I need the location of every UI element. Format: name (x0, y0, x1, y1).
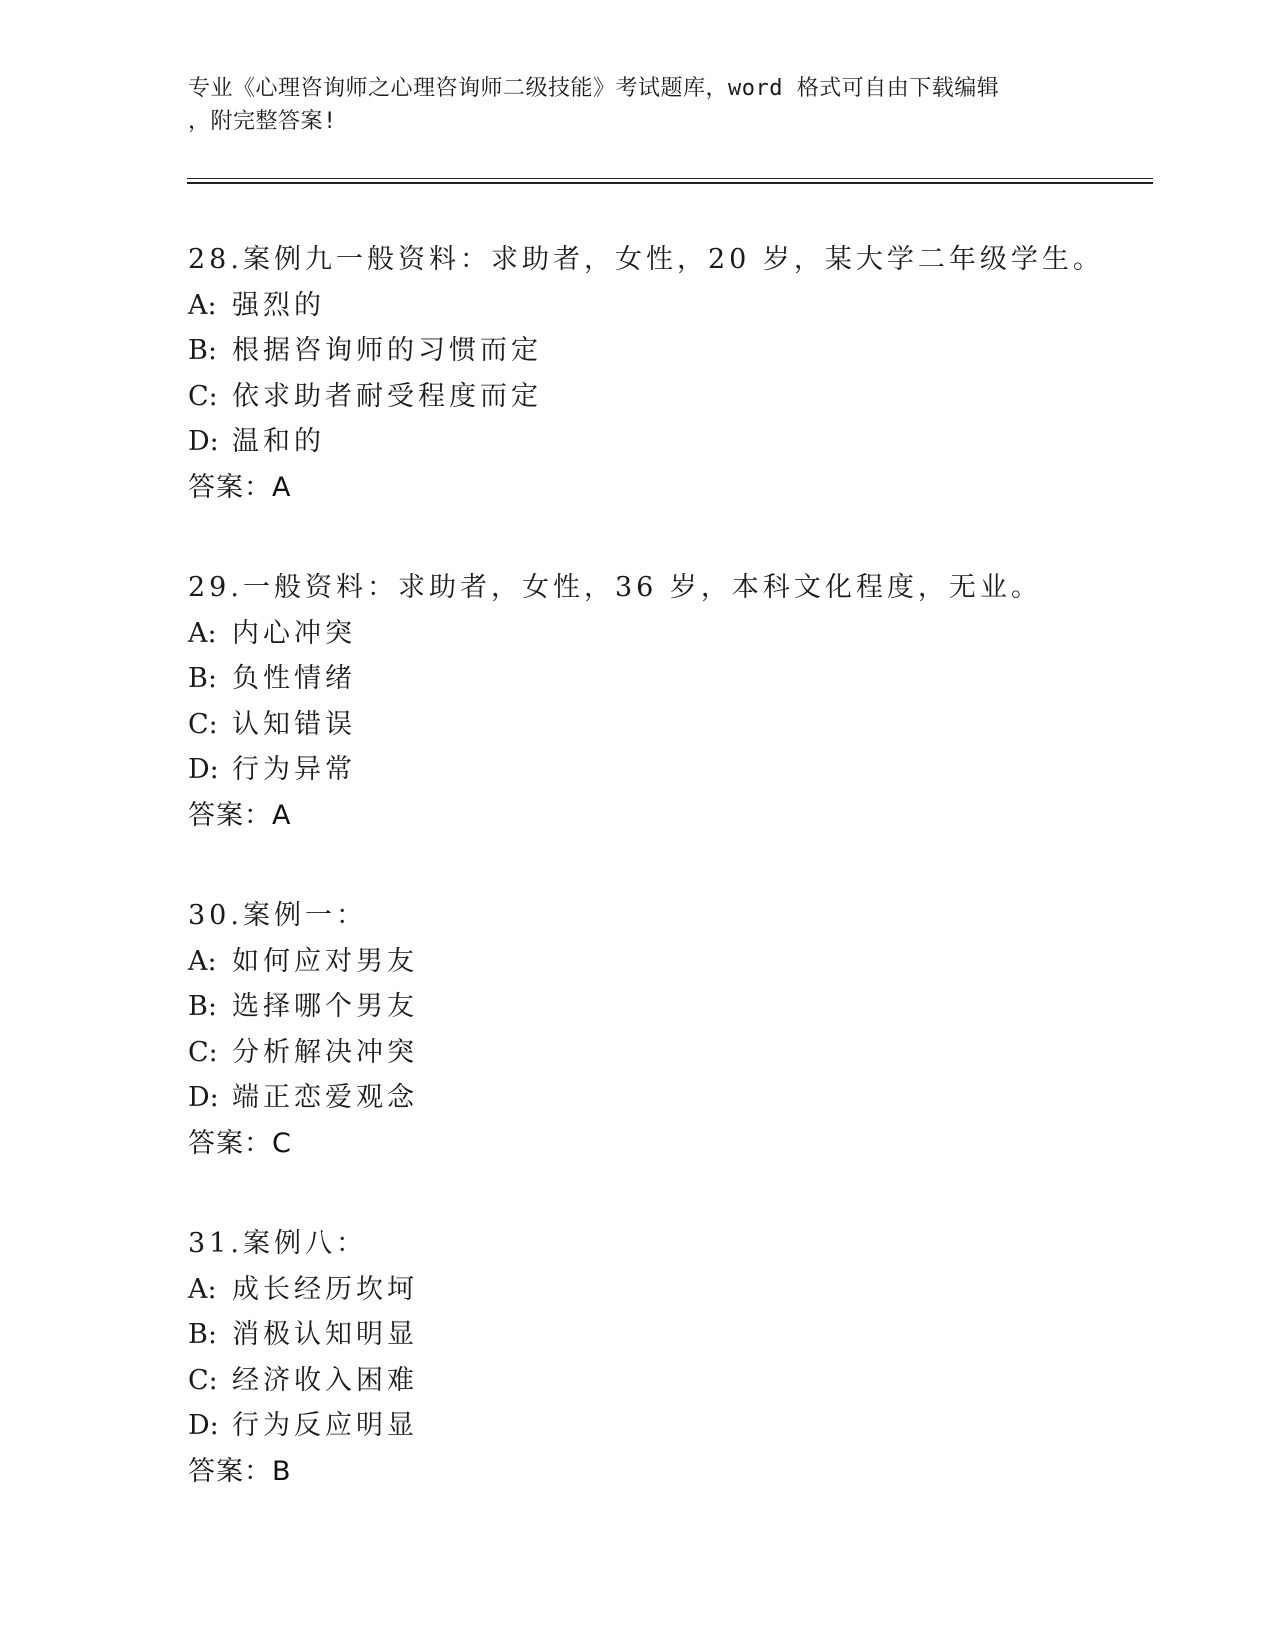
option-text: 分析解决冲突 (232, 1036, 418, 1068)
option-text: 选择哪个男友 (232, 991, 418, 1022)
option-key: D: (188, 754, 219, 785)
option-key: B: (188, 663, 217, 694)
option-text: 消极认知明显 (232, 1319, 418, 1350)
option-a (188, 1267, 1148, 1313)
option-d (188, 1403, 1148, 1449)
option-b (188, 984, 1148, 1030)
option-text: 根据咨询师的习惯而定 (232, 335, 542, 366)
option-a (188, 611, 1148, 657)
option-text: 认知错误 (232, 708, 356, 740)
question-30 (188, 893, 1148, 1166)
answer-line: 答案：A (188, 799, 292, 831)
option-text: 行为反应明显 (232, 1410, 418, 1441)
question-stem: 30.案例一： (188, 900, 367, 931)
option-text: 负性情绪 (232, 663, 356, 694)
option-text: 经济收入困难 (232, 1364, 418, 1396)
option-key: B: (188, 991, 217, 1022)
option-c (188, 374, 1148, 420)
option-d (188, 1075, 1148, 1121)
header-line-1: 专业《心理咨询师之心理咨询师二级技能》考试题库，word 格式可自由下载编辑 (188, 76, 1000, 101)
question-31 (188, 1221, 1148, 1494)
option-c (188, 1358, 1148, 1404)
option-text: 强烈的 (232, 289, 325, 321)
question-stem: 28.案例九一般资料：求助者，女性，20 岁，某大学二年级学生。 (188, 244, 1104, 275)
option-c (188, 1030, 1148, 1076)
question-list (188, 237, 1148, 1549)
option-text: 内心冲突 (232, 617, 356, 649)
document-header (188, 72, 1088, 138)
option-key: A: (188, 945, 217, 977)
question-stem: 31.案例八： (188, 1228, 367, 1259)
option-key: C: (188, 1364, 218, 1396)
option-text: 温和的 (232, 426, 325, 457)
header-divider-thick (187, 182, 1153, 184)
option-key: C: (188, 708, 218, 740)
option-d (188, 419, 1148, 465)
option-key: D: (188, 1410, 219, 1441)
option-key: C: (188, 380, 218, 412)
option-text: 如何应对男友 (232, 945, 418, 977)
answer-line: 答案：C (188, 1127, 292, 1159)
option-b (188, 656, 1148, 702)
option-text: 行为异常 (232, 754, 356, 785)
option-b (188, 1312, 1148, 1358)
option-a (188, 939, 1148, 985)
option-b (188, 328, 1148, 374)
header-divider-thin (187, 178, 1153, 179)
question-29 (188, 565, 1148, 838)
option-key: D: (188, 426, 219, 457)
option-key: A: (188, 1273, 217, 1305)
question-stem: 29.一般资料：求助者，女性，36 岁，本科文化程度，无业。 (188, 572, 1042, 603)
answer-line: 答案：B (188, 1455, 292, 1487)
answer-line: 答案：A (188, 471, 292, 503)
option-key: A: (188, 289, 217, 321)
option-key: D: (188, 1082, 219, 1113)
option-text: 成长经历坎坷 (232, 1273, 418, 1305)
option-key: A: (188, 617, 217, 649)
option-text: 端正恋爱观念 (232, 1082, 418, 1113)
option-key: B: (188, 1319, 217, 1350)
header-line-2: ，附完整答案! (188, 109, 337, 134)
option-c (188, 702, 1148, 748)
option-a (188, 283, 1148, 329)
option-key: C: (188, 1036, 218, 1068)
option-text: 依求助者耐受程度而定 (232, 380, 542, 412)
option-key: B: (188, 335, 217, 366)
question-28 (188, 237, 1148, 510)
option-d (188, 747, 1148, 793)
